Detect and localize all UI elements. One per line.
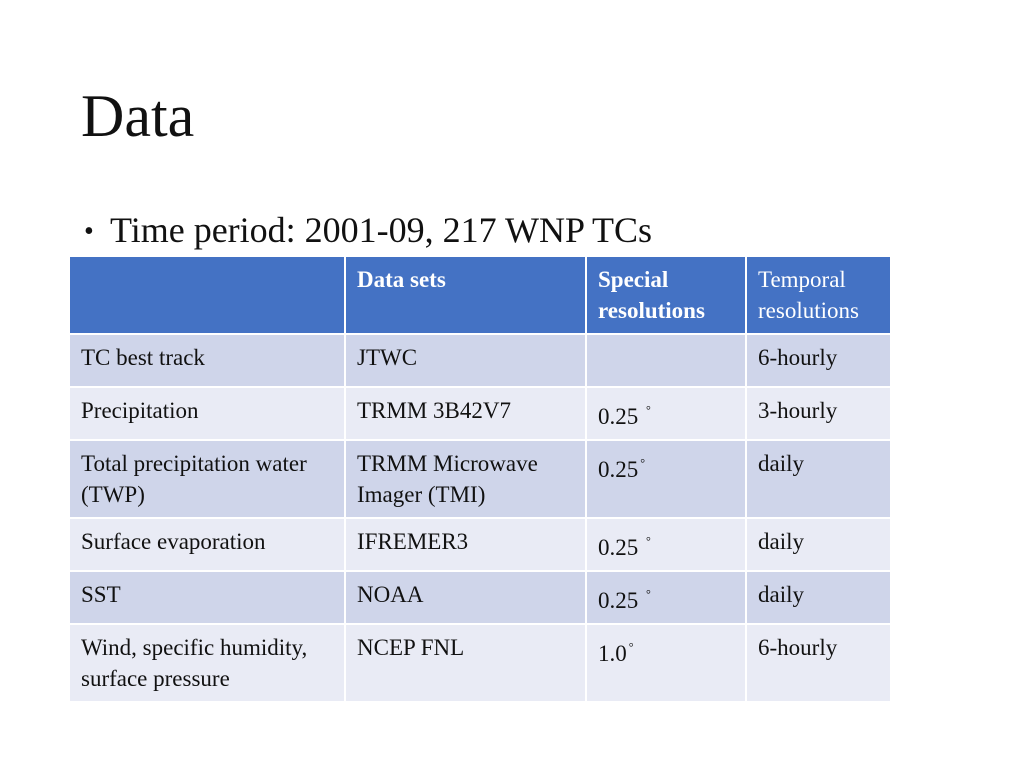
bullet-text: Time period: 2001-09, 217 WNP TCs bbox=[110, 210, 653, 250]
table-row bbox=[70, 388, 892, 441]
cell-temporal: 6-hourly bbox=[747, 625, 892, 703]
table-row bbox=[70, 625, 892, 703]
header-spatial-resolution: Special resolutions bbox=[587, 257, 747, 335]
cell-dataset: JTWC bbox=[346, 335, 587, 388]
cell-temporal: daily bbox=[747, 572, 892, 625]
cell-variable: TC best track bbox=[70, 335, 346, 388]
cell-spatial: 0.25 ° bbox=[587, 572, 747, 625]
table-row bbox=[70, 572, 892, 625]
cell-temporal: 6-hourly bbox=[747, 335, 892, 388]
cell-variable: Wind, specific humidity, surface pressure bbox=[70, 625, 346, 703]
cell-temporal: 3-hourly bbox=[747, 388, 892, 441]
bullet-item bbox=[84, 208, 652, 254]
header-data-sets: Data sets bbox=[346, 257, 587, 335]
cell-spatial: 0.25 ° bbox=[587, 441, 747, 519]
bullet-icon: • bbox=[84, 216, 94, 247]
table-row bbox=[70, 441, 892, 519]
cell-temporal: daily bbox=[747, 441, 892, 519]
table-row bbox=[70, 519, 892, 572]
cell-temporal: daily bbox=[747, 519, 892, 572]
cell-dataset: TRMM 3B42V7 bbox=[346, 388, 587, 441]
cell-spatial: 0.25 ° bbox=[587, 519, 747, 572]
header-variable bbox=[70, 257, 346, 335]
header-temporal-resolution: Temporal resolutions bbox=[747, 257, 892, 335]
cell-dataset: IFREMER3 bbox=[346, 519, 587, 572]
cell-variable: Precipitation bbox=[70, 388, 346, 441]
cell-spatial bbox=[587, 335, 747, 388]
cell-variable: Surface evaporation bbox=[70, 519, 346, 572]
cell-spatial: 0.25 ° bbox=[587, 388, 747, 441]
cell-dataset: NCEP FNL bbox=[346, 625, 587, 703]
table-header-row bbox=[70, 257, 892, 335]
cell-variable: Total precipitation water (TWP) bbox=[70, 441, 346, 519]
cell-dataset: NOAA bbox=[346, 572, 587, 625]
slide-title: Data bbox=[81, 83, 195, 149]
cell-dataset: TRMM Microwave Imager (TMI) bbox=[346, 441, 587, 519]
cell-variable: SST bbox=[70, 572, 346, 625]
data-table bbox=[70, 257, 892, 703]
cell-spatial: 1.0 ° bbox=[587, 625, 747, 703]
table-row bbox=[70, 335, 892, 388]
